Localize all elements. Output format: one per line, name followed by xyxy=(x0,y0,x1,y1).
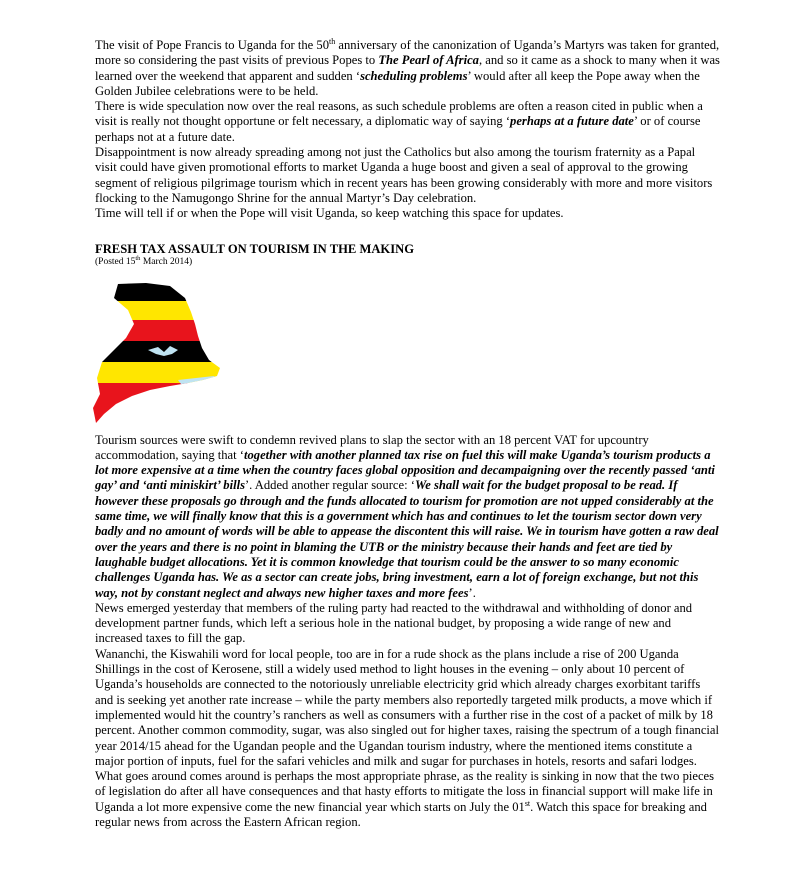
stripe-red xyxy=(88,320,228,341)
text-run: ’. xyxy=(468,585,476,600)
text-run: ’. Added another regular source: ‘ xyxy=(244,478,415,493)
stripe-black xyxy=(88,280,228,301)
emphasis-future-date: perhaps at a future date xyxy=(510,114,634,129)
emphasis-scheduling-problems: scheduling problems xyxy=(360,68,468,83)
paragraph-wananchi: Wananchi, the Kiswahili word for local people, too are in for a rude shock as the plans include a rise of 200 Uganda Shillings in the cost of Kerosene, still a widely used method to light houses in the evening – only about 10 percent of Uganda’s households are connected to the notoriously unreliable electricity grid which already charges exorbitant tariffs and is seeking yet another rate increase – while the party members also reportedly targeted milk products, a move which if implemented would hit the country’s ranchers as well as consumers with a further rise in the cost of a packet of milk by 18 percent. Another common commodity, sugar, was also singled out for higher taxes, raising the spectrum of a tough financial year 2014/15 ahead for the Ugandan people and the Ugandan tourism industry, where the mentioned items constitute a major portion of inputs, fuel for the safari vehicles and milk and sugar for purchases in hotels, resorts and safari lodges. xyxy=(95,646,720,768)
text-run: There is wide speculation now over the real reasons, as such schedule problems are often a reason cited in public when a visit is really not thought opportune or felt necessary, a diplomatic way of saying ‘ xyxy=(95,99,703,129)
text-run: The visit of Pope Francis to Uganda for the 50 xyxy=(95,38,329,52)
stripe-red xyxy=(88,383,228,427)
stripe-yellow xyxy=(88,362,228,383)
text-run: (Posted 15 xyxy=(95,256,136,267)
paragraph-speculation xyxy=(95,99,720,145)
stripe-yellow xyxy=(88,301,228,320)
ordinal-superscript: th xyxy=(135,254,141,262)
paragraph-time-will-tell: Time will tell if or when the Pope will visit Uganda, so keep watching this space for updates. xyxy=(95,206,564,221)
text-run: March 2014) xyxy=(140,256,193,267)
text-run: . Watch this space for breaking and regular news from across the Eastern African region. xyxy=(95,799,707,829)
article-title: FRESH TAX ASSAULT ON TOURISM IN THE MAKING xyxy=(95,241,415,256)
quote-tax-rise: together with another planned tax rise on fuel this will make Uganda’s tourism products a lot more expensive at a time when the country faces global opposition and decampaigning over the recently passed ‘anti gay’ and ‘anti miniskirt’ bills xyxy=(95,447,715,493)
text-run: , and so it came as a shock to many when it was learned over the weekend that apparent and sudden ‘ xyxy=(95,53,720,83)
paragraph-pope-visit xyxy=(95,38,720,99)
paragraph-disappointment: Disappointment is now already spreading among not just the Catholics but also among the tourism fraternity as a Papal visit could have given promotional efforts to market Uganda a huge boost and given a seal of approval to the growing segment of religious pilgrimage tourism which in recent years has been growing considerably with more and more visitors flocking to the Namugongo Shrine for the annual Martyr’s Day celebration. xyxy=(95,145,713,205)
text-run: Tourism sources were swift to condemn revived plans to slap the sector with an 18 percent VAT for upcountry accommodation, saying that ‘ xyxy=(95,432,649,462)
text-run: ’ would after all keep the Pope away when the Golden Jubilee celebrations were to be held. xyxy=(95,68,700,98)
text-run: What goes around comes around is perhaps the most appropriate phrase, as the reality is sinking in now that the two pieces of legislation do after all have consequences and that hasty efforts to mitigate the loss in financial support will make life in Uganda a lot more expensive come the new financial year which starts on July the 01 xyxy=(95,769,715,814)
emphasis-pearl-of-africa: The Pearl of Africa xyxy=(378,53,479,68)
paragraph-goes-around xyxy=(95,769,720,830)
ordinal-superscript: th xyxy=(329,36,336,46)
ordinal-superscript: st xyxy=(524,798,531,808)
paragraph-ruling-party: News emerged yesterday that members of the ruling party had reacted to the withdrawal and withholding of donor and development partner funds, which left a serious hole in the national budget, by proposing a wide range of new and increased taxes to fill the gap. xyxy=(95,600,693,646)
document-page xyxy=(95,38,720,830)
uganda-flag-map xyxy=(95,280,720,427)
text-run: ’ or of course perhaps not at a future date. xyxy=(95,114,701,144)
paragraph-tax-condemnation xyxy=(95,433,720,601)
uganda-map-image xyxy=(88,280,228,427)
quote-budget-proposal: We shall wait for the budget proposal to be read. If however these proposals go through and the funds allocated to tourism for promotion are not upped considerably at the same time, we will finally know that this is a government which has and continues to let the tourism sector down very badly and no amount of words will be able to appease the discontent this will raise. We in tourism have gotten a raw deal over the years and there is no point in blaming the UTB or the ministry because their hands and feet are tied by laughable budget allocations. Yet it is common knowledge that tourism could be the answer to so many economic challenges Uganda has. We as a sector can create jobs, bring investment, earn a lot of foreign exchange, but not this way, not by constant neglect and always new higher taxes and more fees xyxy=(95,478,719,600)
posted-date xyxy=(95,254,720,268)
text-run: anniversary of the canonization of Uganda’s Martyrs was taken for granted, more so considering the past visits of previous Popes to xyxy=(95,38,720,68)
